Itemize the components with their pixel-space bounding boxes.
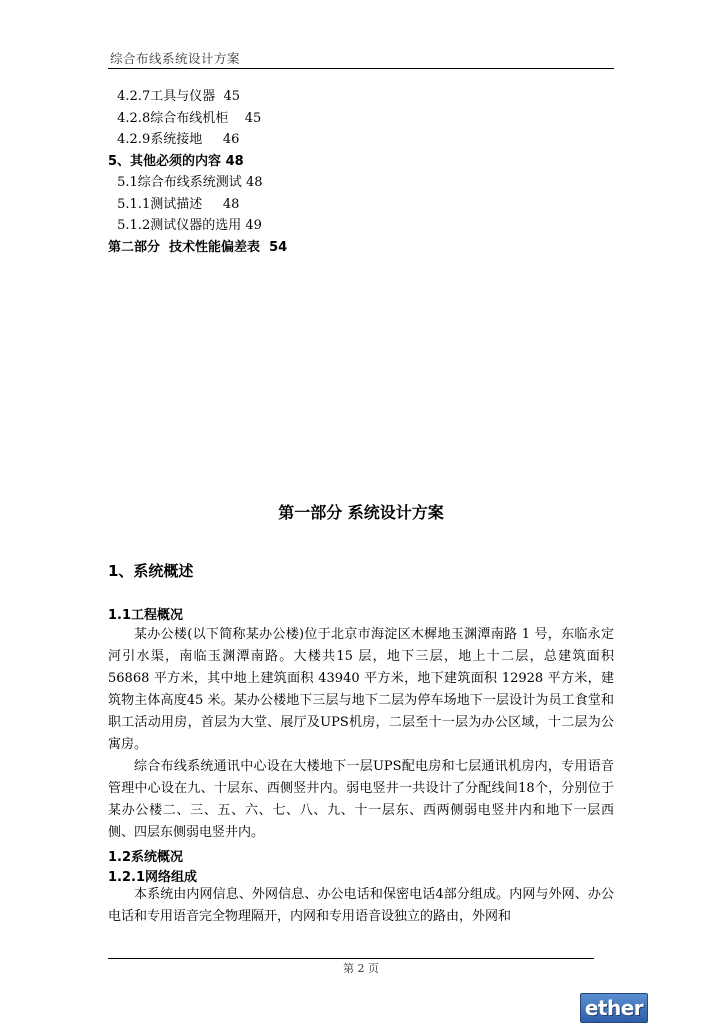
paragraph-network-composition: 本系统由内网信息、外网信息、办公电话和保密电话4部分组成。内网与外网、办公电话和专用语音完全物理隔开，内网和专用语音设独立的路由，外网和 xyxy=(108,887,614,924)
logo-text: ether xyxy=(584,996,644,1020)
toc-entry: 第二部分 技术性能偏差表 54 xyxy=(108,239,288,255)
paragraph-project-overview: 某办公楼(以下简称某办公楼)位于北京市海淀区木樨地玉渊潭南路 1 号，东临永定河引水渠，南临玉渊潭南路。大楼共15 层，地下三层，地上十二层，总建筑面积 56868 平方米，其中地上建筑面积 43940 平方米，地下建筑面积 12928 平方米，建筑物主体高度45 米。某办公楼地下三层与地下二层为停车场地下一层设计为员工食堂和职工活动用房，首层为大堂、展厅及UPS机房，二层至十一层为办公区域，十二层为公寓房。 xyxy=(108,627,614,752)
paragraph-cabling-center: 综合布线系统通讯中心设在大楼地下一层UPS配电房和七层通讯机房内，专用语音管理中心设在九、十层东、西侧竖井内。弱电竖井一共设计了分配线间18个，分别位于某办公楼二、三、五、六、七、八、九、十一层东、西两侧弱电竖井内和地下一层西侧、四层东侧弱电竖井内。 xyxy=(108,759,614,840)
section-heading-1-2: 1.2系统概况 xyxy=(108,850,184,865)
toc-entry: 5.1.2测试仪器的选用 49 xyxy=(113,218,262,233)
table-of-contents xyxy=(108,86,614,258)
toc-entry: 4.2.8综合布线机柜 45 xyxy=(113,110,262,126)
toc-entry: 5、其他必须的内容 48 xyxy=(108,153,244,169)
toc-entry: 4.2.7工具与仪器 45 xyxy=(113,89,241,104)
section-heading-1-2-1: 1.2.1网络组成 xyxy=(108,870,198,885)
toc-entry: 4.2.9系统接地 46 xyxy=(113,132,240,147)
page-header-title: 综合布线系统设计方案 xyxy=(110,51,241,66)
watermark-logo xyxy=(580,993,648,1023)
part-title: 第一部分 系统设计方案 xyxy=(278,503,444,522)
page-number: 第 2 页 xyxy=(343,962,379,975)
header-rule xyxy=(108,68,614,69)
section-heading-1-1: 1.1工程概况 xyxy=(108,608,184,623)
section-heading-1: 1、系统概述 xyxy=(108,562,194,580)
footer-rule xyxy=(108,958,594,959)
toc-entry: 5.1综合布线系统测试 48 xyxy=(113,175,263,190)
toc-entry: 5.1.1测试描述 48 xyxy=(113,196,240,212)
